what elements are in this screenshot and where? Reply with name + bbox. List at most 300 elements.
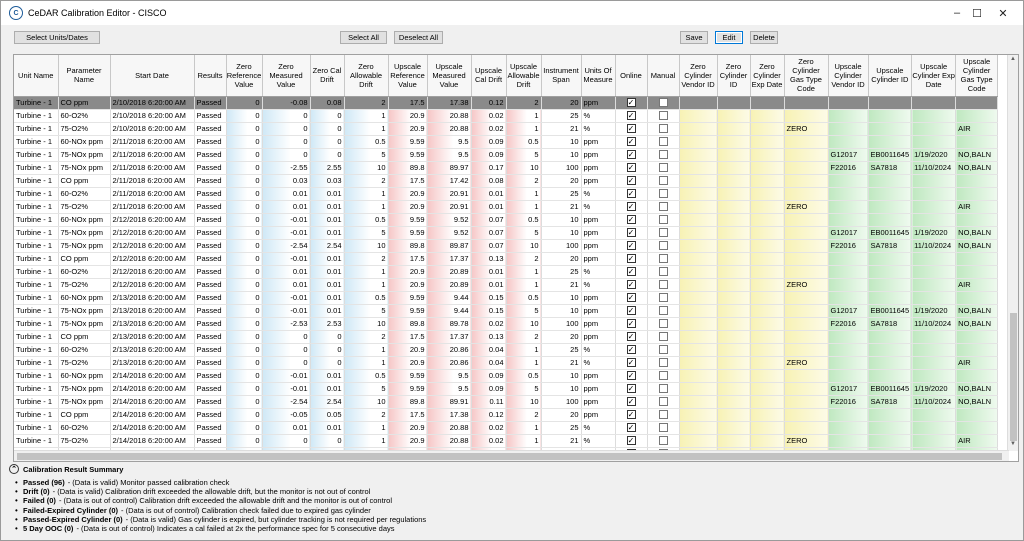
table-cell[interactable]: Turbine - 1 [14, 382, 58, 395]
table-cell[interactable] [615, 421, 647, 434]
table-cell[interactable] [615, 434, 647, 447]
table-cell[interactable] [750, 226, 784, 239]
online-checkbox[interactable]: ✓ [627, 436, 635, 446]
table-cell[interactable] [647, 148, 679, 161]
table-cell[interactable]: 0.07 [471, 226, 506, 239]
table-cell[interactable]: % [581, 122, 615, 135]
table-cell[interactable] [717, 226, 750, 239]
table-cell[interactable] [647, 382, 679, 395]
table-cell[interactable]: Turbine - 1 [14, 317, 58, 330]
table-cell[interactable]: 1/19/2020 [912, 226, 956, 239]
table-cell[interactable]: 9.5 [427, 382, 471, 395]
manual-checkbox[interactable] [659, 306, 668, 315]
column-header[interactable]: Start Date [110, 55, 194, 96]
table-cell[interactable]: 1 [344, 421, 388, 434]
table-cell[interactable] [828, 96, 868, 109]
table-cell[interactable]: F22016 [828, 239, 868, 252]
table-cell[interactable] [784, 291, 828, 304]
table-cell[interactable]: Passed [194, 174, 226, 187]
table-cell[interactable]: 20.9 [388, 109, 427, 122]
table-cell[interactable] [750, 330, 784, 343]
table-cell[interactable]: 11/10/2024 [912, 161, 956, 174]
table-cell[interactable] [679, 96, 717, 109]
table-cell[interactable]: 0.11 [471, 395, 506, 408]
table-cell[interactable]: 9.59 [388, 148, 427, 161]
table-cell[interactable]: 20.9 [388, 122, 427, 135]
table-cell[interactable] [784, 174, 828, 187]
table-cell[interactable] [868, 135, 912, 148]
table-cell[interactable]: 10 [541, 304, 581, 317]
table-cell[interactable] [784, 239, 828, 252]
table-cell[interactable]: 0 [226, 187, 262, 200]
table-cell[interactable]: 2/12/2018 6:20:00 AM [110, 213, 194, 226]
table-cell[interactable] [679, 174, 717, 187]
table-cell[interactable]: 0 [310, 434, 344, 447]
table-cell[interactable] [784, 187, 828, 200]
table-cell[interactable] [868, 356, 912, 369]
table-cell[interactable]: F22016 [828, 395, 868, 408]
table-cell[interactable] [717, 252, 750, 265]
table-cell[interactable] [784, 213, 828, 226]
table-cell[interactable]: 0 [226, 330, 262, 343]
table-cell[interactable]: 0 [310, 122, 344, 135]
table-cell[interactable]: Turbine - 1 [14, 174, 58, 187]
table-cell[interactable] [717, 317, 750, 330]
table-cell[interactable]: Passed [194, 395, 226, 408]
table-cell[interactable]: 2.55 [310, 161, 344, 174]
table-cell[interactable] [750, 343, 784, 356]
table-cell[interactable] [750, 291, 784, 304]
table-cell[interactable]: 2.54 [310, 239, 344, 252]
table-cell[interactable]: ppm [581, 369, 615, 382]
table-cell[interactable]: 0.01 [310, 304, 344, 317]
table-cell[interactable]: 2 [506, 174, 541, 187]
table-cell[interactable]: Passed [194, 291, 226, 304]
column-header[interactable]: Manual [647, 55, 679, 96]
table-cell[interactable]: 0.04 [471, 356, 506, 369]
table-cell[interactable] [750, 304, 784, 317]
table-cell[interactable] [828, 278, 868, 291]
table-cell[interactable]: 5 [344, 304, 388, 317]
table-cell[interactable] [647, 369, 679, 382]
table-cell[interactable] [828, 122, 868, 135]
table-cell[interactable] [784, 343, 828, 356]
online-checkbox[interactable]: ✓ [627, 293, 635, 303]
save-button[interactable]: Save [680, 31, 708, 44]
table-cell[interactable] [784, 421, 828, 434]
table-cell[interactable] [784, 135, 828, 148]
table-cell[interactable]: 0 [310, 343, 344, 356]
table-cell[interactable] [679, 291, 717, 304]
table-cell[interactable] [679, 369, 717, 382]
table-cell[interactable]: Turbine - 1 [14, 252, 58, 265]
table-cell[interactable]: 10 [541, 226, 581, 239]
table-cell[interactable] [679, 187, 717, 200]
table-cell[interactable]: 9.5 [427, 369, 471, 382]
online-checkbox[interactable]: ✓ [627, 150, 635, 160]
table-cell[interactable]: CO ppm [58, 252, 110, 265]
table-cell[interactable]: 0.01 [310, 421, 344, 434]
table-cell[interactable] [717, 434, 750, 447]
table-cell[interactable] [828, 291, 868, 304]
column-header[interactable]: Results [194, 55, 226, 96]
table-cell[interactable]: 0 [310, 135, 344, 148]
vertical-scrollbar[interactable] [1007, 55, 1018, 451]
table-cell[interactable] [679, 330, 717, 343]
table-cell[interactable]: NO,BALN [956, 395, 998, 408]
table-cell[interactable]: 20.88 [427, 109, 471, 122]
table-cell[interactable]: 0.09 [471, 382, 506, 395]
table-cell[interactable]: 10 [541, 382, 581, 395]
table-cell[interactable] [750, 369, 784, 382]
table-cell[interactable] [647, 343, 679, 356]
table-cell[interactable] [784, 148, 828, 161]
table-cell[interactable]: 2/11/2018 6:20:00 AM [110, 174, 194, 187]
table-cell[interactable]: 0 [262, 356, 310, 369]
table-cell[interactable]: 100 [541, 239, 581, 252]
table-cell[interactable] [912, 278, 956, 291]
manual-checkbox[interactable] [659, 267, 668, 276]
table-cell[interactable] [956, 369, 998, 382]
online-checkbox[interactable]: ✓ [627, 306, 635, 316]
table-cell[interactable]: SA7818 [868, 317, 912, 330]
manual-checkbox[interactable] [659, 137, 668, 146]
table-cell[interactable]: 60-O2% [58, 187, 110, 200]
table-cell[interactable]: 0.5 [506, 369, 541, 382]
table-cell[interactable]: 9.59 [388, 382, 427, 395]
table-cell[interactable] [717, 291, 750, 304]
table-cell[interactable] [750, 135, 784, 148]
manual-checkbox[interactable] [659, 228, 668, 237]
table-cell[interactable]: 5 [344, 148, 388, 161]
table-cell[interactable]: % [581, 200, 615, 213]
table-cell[interactable]: G12017 [828, 304, 868, 317]
table-cell[interactable]: 21 [541, 200, 581, 213]
table-cell[interactable] [784, 369, 828, 382]
table-cell[interactable] [784, 96, 828, 109]
table-cell[interactable]: 10 [344, 161, 388, 174]
table-cell[interactable]: 0 [262, 122, 310, 135]
table-cell[interactable]: 0.03 [262, 174, 310, 187]
table-cell[interactable] [647, 96, 679, 109]
table-cell[interactable] [647, 239, 679, 252]
table-cell[interactable]: ppm [581, 213, 615, 226]
column-header[interactable]: Upscale Reference Value [388, 55, 427, 96]
table-row[interactable] [14, 96, 998, 109]
table-cell[interactable]: Passed [194, 239, 226, 252]
table-cell[interactable] [647, 278, 679, 291]
table-cell[interactable] [868, 122, 912, 135]
table-cell[interactable]: 2.54 [310, 395, 344, 408]
table-cell[interactable]: 25 [541, 187, 581, 200]
table-cell[interactable]: 0.01 [262, 421, 310, 434]
table-cell[interactable] [956, 252, 998, 265]
table-cell[interactable] [828, 200, 868, 213]
table-cell[interactable]: Passed [194, 343, 226, 356]
table-cell[interactable]: 0 [262, 330, 310, 343]
table-cell[interactable]: 0 [226, 161, 262, 174]
table-cell[interactable]: 5 [344, 226, 388, 239]
table-cell[interactable] [717, 122, 750, 135]
table-cell[interactable]: 20.88 [427, 434, 471, 447]
manual-checkbox[interactable] [659, 189, 668, 198]
table-cell[interactable]: ZERO [784, 434, 828, 447]
table-cell[interactable] [828, 356, 868, 369]
table-cell[interactable] [828, 174, 868, 187]
table-cell[interactable] [615, 187, 647, 200]
table-cell[interactable]: 9.52 [427, 226, 471, 239]
table-cell[interactable]: 9.59 [388, 213, 427, 226]
table-row[interactable] [14, 291, 998, 304]
table-cell[interactable]: Passed [194, 122, 226, 135]
table-cell[interactable]: Passed [194, 317, 226, 330]
table-cell[interactable] [956, 135, 998, 148]
manual-checkbox[interactable] [659, 293, 668, 302]
table-row[interactable] [14, 187, 998, 200]
table-cell[interactable]: % [581, 265, 615, 278]
table-cell[interactable]: 20.91 [427, 187, 471, 200]
table-cell[interactable] [868, 96, 912, 109]
table-cell[interactable]: 0.5 [506, 135, 541, 148]
table-cell[interactable]: 0.07 [471, 239, 506, 252]
online-checkbox[interactable]: ✓ [627, 345, 635, 355]
table-cell[interactable]: 0.12 [471, 96, 506, 109]
table-cell[interactable]: 9.5 [427, 148, 471, 161]
table-cell[interactable] [784, 304, 828, 317]
table-cell[interactable]: 89.97 [427, 161, 471, 174]
table-cell[interactable]: Passed [194, 265, 226, 278]
manual-checkbox[interactable] [659, 163, 668, 172]
table-cell[interactable] [615, 135, 647, 148]
table-cell[interactable] [912, 96, 956, 109]
manual-checkbox[interactable] [659, 423, 668, 432]
table-row[interactable] [14, 200, 998, 213]
scroll-down-icon[interactable]: ▼ [1010, 441, 1016, 447]
column-header[interactable]: Units Of Measure [581, 55, 615, 96]
table-cell[interactable] [679, 434, 717, 447]
table-cell[interactable] [956, 187, 998, 200]
table-cell[interactable]: 1 [506, 434, 541, 447]
table-cell[interactable]: 0 [310, 109, 344, 122]
table-cell[interactable]: 2/10/2018 6:20:00 AM [110, 122, 194, 135]
table-cell[interactable]: -0.01 [262, 369, 310, 382]
table-cell[interactable] [679, 278, 717, 291]
table-cell[interactable]: 0.01 [310, 291, 344, 304]
table-cell[interactable]: SA7818 [868, 395, 912, 408]
table-cell[interactable] [615, 278, 647, 291]
table-cell[interactable] [615, 148, 647, 161]
table-cell[interactable]: Passed [194, 135, 226, 148]
table-cell[interactable]: 0 [226, 96, 262, 109]
table-cell[interactable]: ppm [581, 304, 615, 317]
table-cell[interactable] [868, 187, 912, 200]
table-cell[interactable] [784, 161, 828, 174]
table-cell[interactable] [717, 356, 750, 369]
table-cell[interactable]: 2/12/2018 6:20:00 AM [110, 252, 194, 265]
table-cell[interactable]: 1 [506, 265, 541, 278]
table-cell[interactable] [679, 239, 717, 252]
table-cell[interactable]: SA7818 [868, 161, 912, 174]
table-cell[interactable]: -0.05 [262, 408, 310, 421]
column-header[interactable]: Zero Allowable Drift [344, 55, 388, 96]
table-cell[interactable] [717, 343, 750, 356]
table-cell[interactable]: 9.59 [388, 291, 427, 304]
table-cell[interactable] [615, 356, 647, 369]
table-cell[interactable]: 89.91 [427, 395, 471, 408]
table-cell[interactable] [750, 252, 784, 265]
table-cell[interactable] [868, 109, 912, 122]
table-cell[interactable] [956, 421, 998, 434]
table-cell[interactable] [868, 434, 912, 447]
table-cell[interactable]: 0.12 [471, 408, 506, 421]
online-checkbox[interactable]: ✓ [627, 319, 635, 329]
table-cell[interactable]: -0.01 [262, 304, 310, 317]
table-cell[interactable]: 0.5 [506, 213, 541, 226]
table-cell[interactable]: 10 [506, 161, 541, 174]
table-cell[interactable]: 2 [344, 408, 388, 421]
table-cell[interactable]: 9.44 [427, 291, 471, 304]
column-header[interactable]: Zero Reference Value [226, 55, 262, 96]
table-cell[interactable] [750, 96, 784, 109]
manual-checkbox[interactable] [659, 150, 668, 159]
table-cell[interactable]: Turbine - 1 [14, 96, 58, 109]
table-cell[interactable]: 0 [226, 395, 262, 408]
online-checkbox[interactable]: ✓ [627, 254, 635, 264]
table-cell[interactable]: G12017 [828, 226, 868, 239]
table-cell[interactable]: Passed [194, 109, 226, 122]
manual-checkbox[interactable] [659, 111, 668, 120]
table-cell[interactable] [647, 395, 679, 408]
table-cell[interactable]: 0 [226, 213, 262, 226]
table-cell[interactable]: 75-O2% [58, 122, 110, 135]
table-cell[interactable]: 0.15 [471, 304, 506, 317]
table-cell[interactable]: 2 [344, 252, 388, 265]
table-cell[interactable]: 0.03 [310, 174, 344, 187]
table-cell[interactable] [750, 421, 784, 434]
table-cell[interactable]: 0.09 [471, 369, 506, 382]
table-cell[interactable]: EB0011645 [868, 304, 912, 317]
manual-checkbox[interactable] [659, 345, 668, 354]
table-row[interactable] [14, 369, 998, 382]
table-cell[interactable]: 0.02 [471, 317, 506, 330]
table-cell[interactable]: 75-NOx ppm [58, 148, 110, 161]
table-cell[interactable]: -0.01 [262, 382, 310, 395]
table-cell[interactable]: ppm [581, 135, 615, 148]
table-cell[interactable] [784, 408, 828, 421]
table-cell[interactable]: 20.89 [427, 265, 471, 278]
online-checkbox[interactable]: ✓ [627, 189, 635, 199]
online-checkbox[interactable]: ✓ [627, 384, 635, 394]
table-cell[interactable]: 11/10/2024 [912, 239, 956, 252]
table-cell[interactable]: 0.01 [310, 200, 344, 213]
table-cell[interactable]: Turbine - 1 [14, 122, 58, 135]
table-cell[interactable]: G12017 [828, 148, 868, 161]
table-cell[interactable]: 60-O2% [58, 109, 110, 122]
table-cell[interactable]: 0.02 [471, 122, 506, 135]
table-cell[interactable] [828, 135, 868, 148]
table-cell[interactable]: 1 [506, 278, 541, 291]
table-cell[interactable] [868, 343, 912, 356]
table-cell[interactable]: 20.9 [388, 200, 427, 213]
table-cell[interactable]: 100 [541, 395, 581, 408]
table-cell[interactable] [679, 161, 717, 174]
table-cell[interactable] [615, 304, 647, 317]
table-cell[interactable] [717, 382, 750, 395]
table-cell[interactable] [615, 382, 647, 395]
table-cell[interactable] [750, 200, 784, 213]
horizontal-scrollbar[interactable] [14, 450, 1009, 461]
table-cell[interactable]: CO ppm [58, 330, 110, 343]
table-cell[interactable] [912, 200, 956, 213]
table-cell[interactable]: ppm [581, 252, 615, 265]
table-cell[interactable]: 0 [310, 330, 344, 343]
table-cell[interactable]: 60-O2% [58, 265, 110, 278]
table-cell[interactable] [828, 252, 868, 265]
table-cell[interactable]: 20.86 [427, 356, 471, 369]
table-cell[interactable]: 2/14/2018 6:20:00 AM [110, 382, 194, 395]
table-cell[interactable]: F22016 [828, 317, 868, 330]
table-cell[interactable]: EB0011645 [868, 226, 912, 239]
table-cell[interactable]: 0.08 [310, 96, 344, 109]
column-header[interactable]: Online [615, 55, 647, 96]
table-cell[interactable]: 0.01 [471, 265, 506, 278]
table-cell[interactable]: 0 [226, 304, 262, 317]
online-checkbox[interactable]: ✓ [627, 397, 635, 407]
table-row[interactable] [14, 122, 998, 135]
table-cell[interactable]: Passed [194, 148, 226, 161]
table-row[interactable] [14, 395, 998, 408]
table-cell[interactable]: 2.53 [310, 317, 344, 330]
table-cell[interactable]: ppm [581, 239, 615, 252]
table-cell[interactable]: 2/11/2018 6:20:00 AM [110, 148, 194, 161]
table-cell[interactable]: Passed [194, 408, 226, 421]
table-cell[interactable]: 60-NOx ppm [58, 291, 110, 304]
table-cell[interactable]: -2.54 [262, 239, 310, 252]
table-cell[interactable]: 75-NOx ppm [58, 226, 110, 239]
table-cell[interactable] [717, 109, 750, 122]
table-cell[interactable] [750, 408, 784, 421]
table-row[interactable] [14, 213, 998, 226]
table-cell[interactable]: Passed [194, 369, 226, 382]
table-cell[interactable]: Passed [194, 330, 226, 343]
table-cell[interactable]: Turbine - 1 [14, 187, 58, 200]
table-cell[interactable] [717, 278, 750, 291]
table-cell[interactable]: -2.55 [262, 161, 310, 174]
table-cell[interactable]: 1 [344, 187, 388, 200]
table-cell[interactable]: 0 [226, 291, 262, 304]
table-cell[interactable] [647, 304, 679, 317]
table-cell[interactable]: 20.9 [388, 356, 427, 369]
table-cell[interactable] [679, 226, 717, 239]
select-all-button[interactable]: Select All [340, 31, 387, 44]
table-cell[interactable]: 0.01 [310, 382, 344, 395]
table-cell[interactable]: 0 [310, 148, 344, 161]
table-cell[interactable]: F22016 [828, 161, 868, 174]
online-checkbox[interactable]: ✓ [627, 163, 635, 173]
table-cell[interactable]: 1/19/2020 [912, 148, 956, 161]
table-cell[interactable]: Passed [194, 382, 226, 395]
table-cell[interactable] [679, 200, 717, 213]
column-header[interactable]: Zero Cylinder ID [717, 55, 750, 96]
table-cell[interactable] [679, 343, 717, 356]
horizontal-scroll-thumb[interactable] [17, 453, 1002, 460]
table-cell[interactable]: 0.01 [262, 200, 310, 213]
edit-button[interactable]: Edit [715, 31, 743, 44]
table-cell[interactable]: ppm [581, 148, 615, 161]
table-cell[interactable]: 5 [506, 226, 541, 239]
table-cell[interactable]: 0.07 [471, 213, 506, 226]
online-checkbox[interactable]: ✓ [627, 332, 635, 342]
